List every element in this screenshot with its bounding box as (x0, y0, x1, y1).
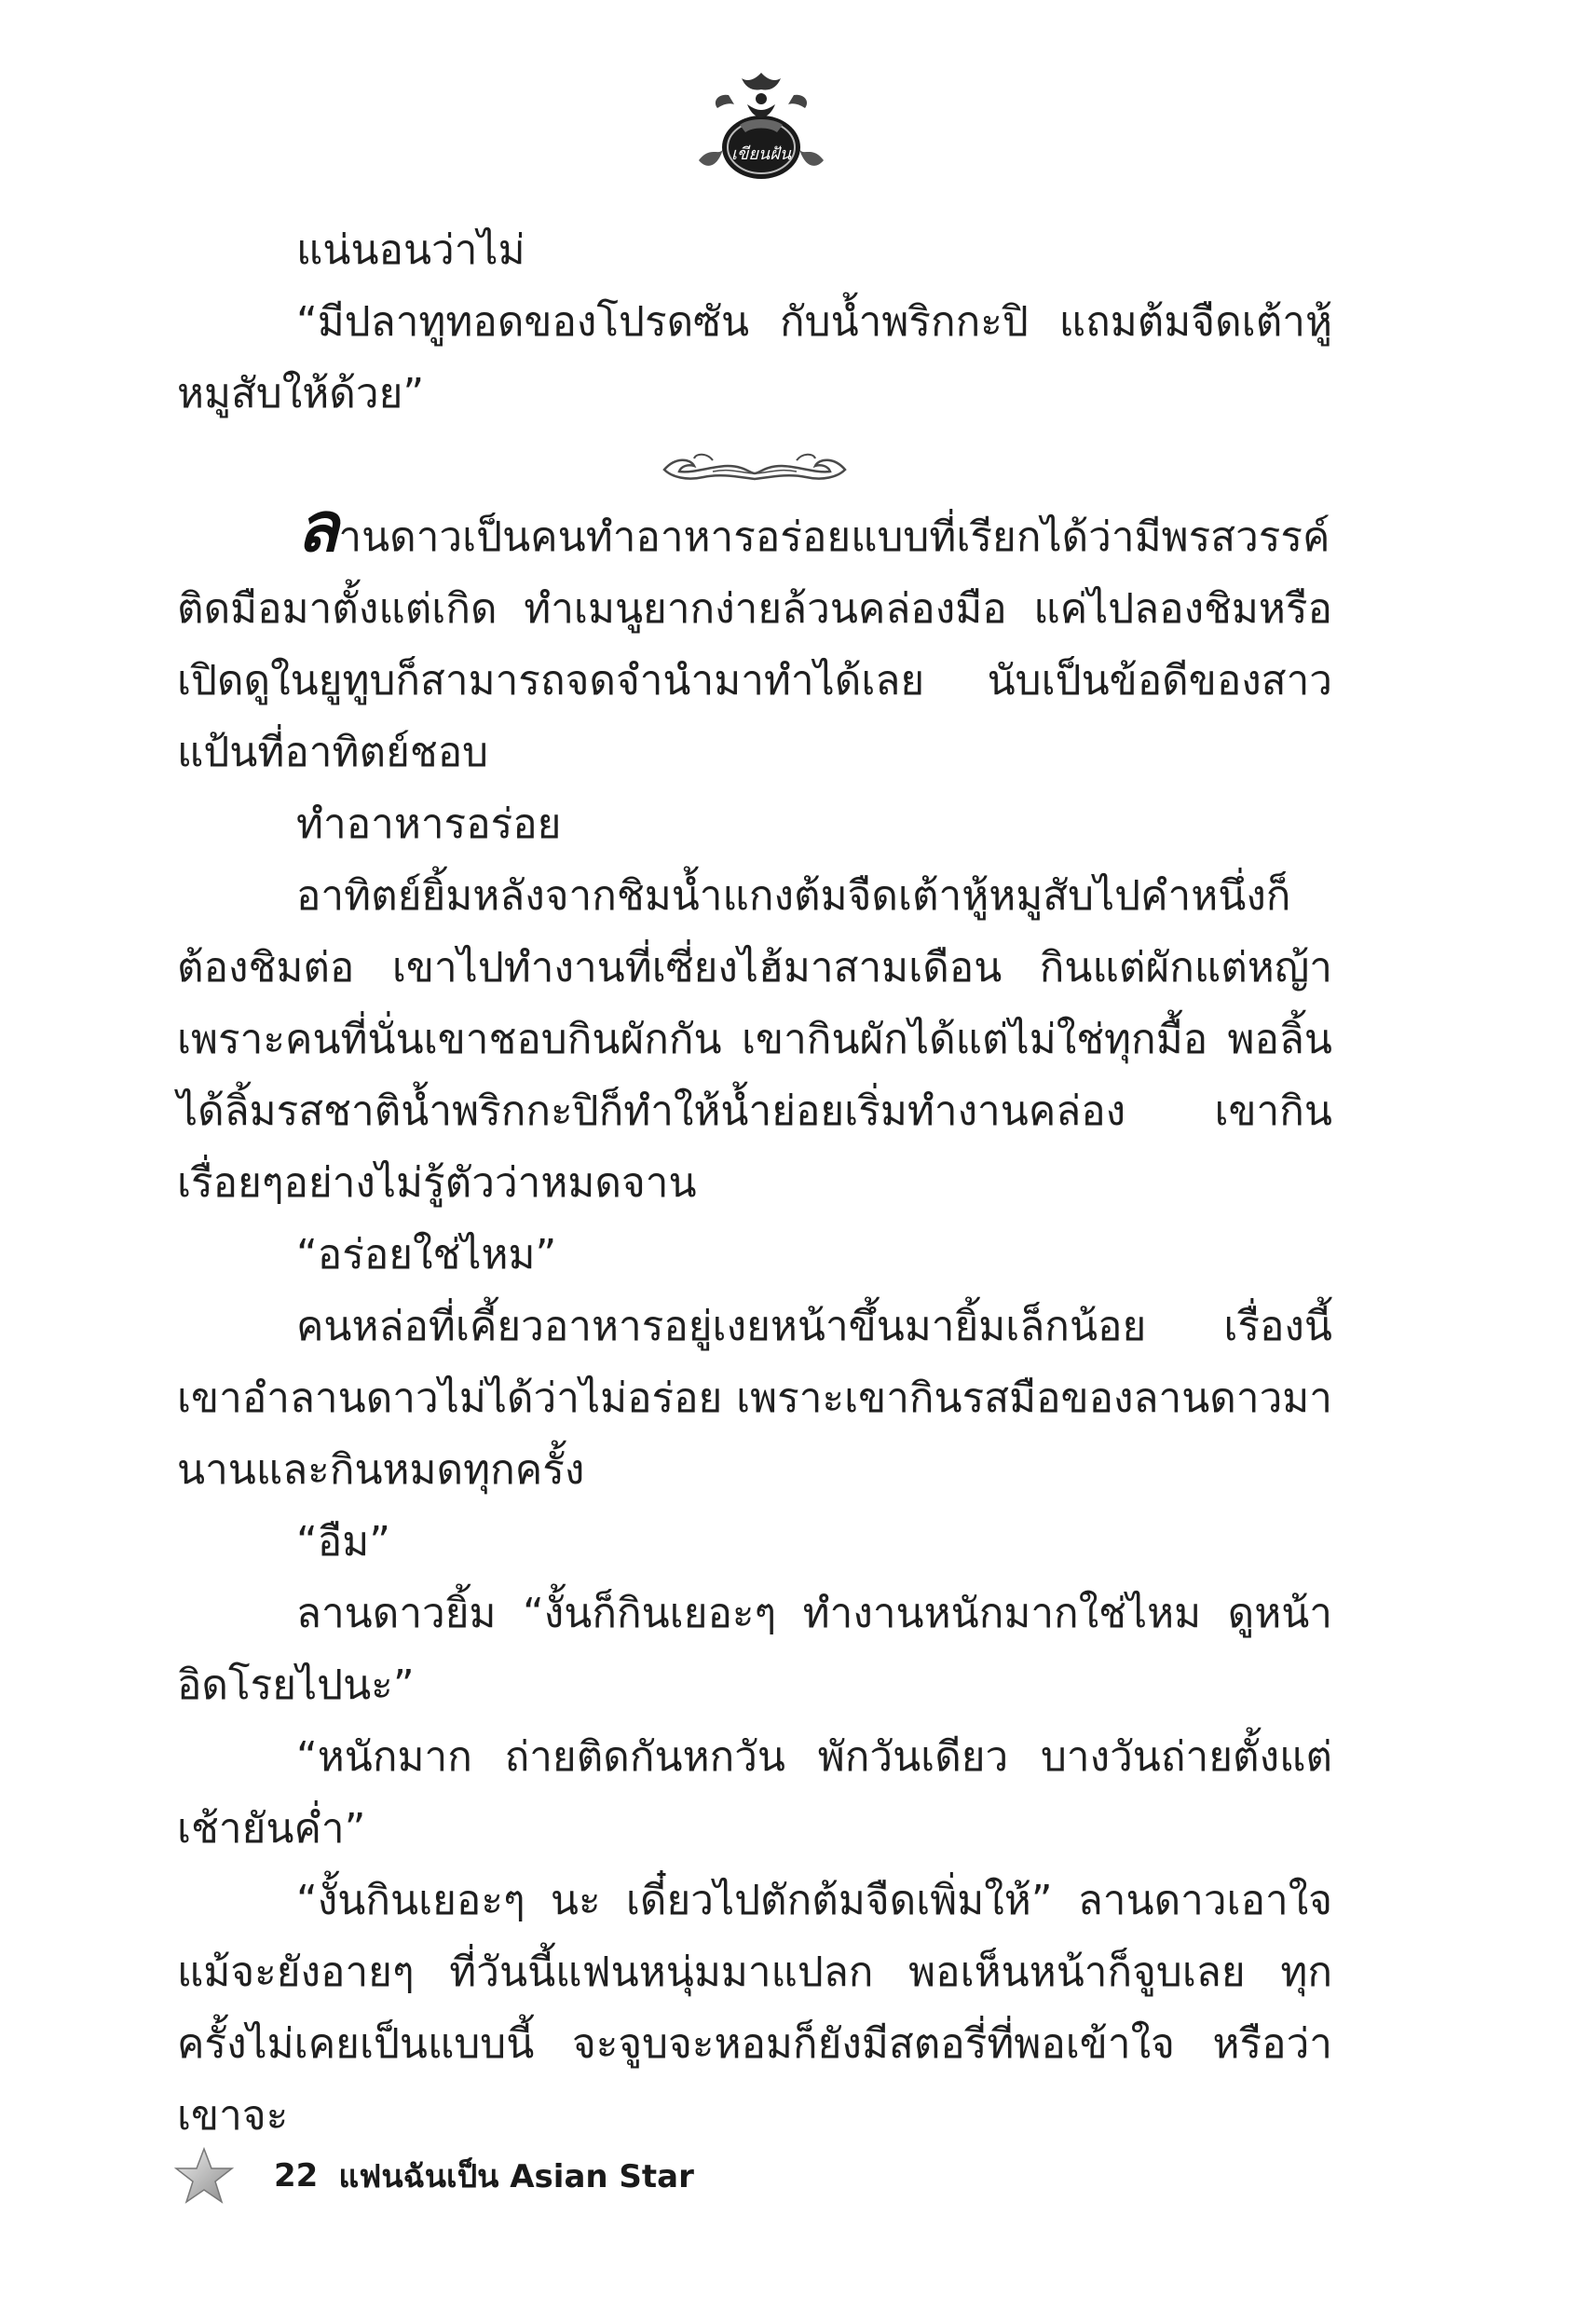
ornament-divider-icon (657, 445, 853, 486)
paragraph: “อร่อยใช่ไหม” (296, 1231, 557, 1279)
paragraph: แน่นอนว่าไม่ (296, 226, 525, 274)
logo-text: เขียนฝัน (730, 144, 792, 164)
star-icon (173, 2146, 235, 2206)
paragraph: ทำอาหารอร่อย (296, 800, 562, 848)
section-divider (177, 430, 1332, 501)
crest-icon (691, 67, 831, 188)
paragraph: “มีปลาทูทอดของโปรดซัน กับน้ำพริกกะปิ แถมต้มจืดเต้าหู้หมูสับให้ด้วย” (177, 298, 1332, 417)
paragraph (177, 487, 1332, 788)
publisher-logo (691, 67, 831, 188)
drop-cap: ล (296, 487, 339, 567)
chapter-body (177, 214, 1332, 2152)
book-title: แฟนฉันเป็น Asian Star (338, 2158, 694, 2195)
paragraph: “อืม” (296, 1518, 391, 1566)
paragraph: อาทิตย์ยิ้มหลังจากชิมน้ำแกงต้มจืดเต้าหู้หมูสับไปคำหนึ่งก็ต้องชิมต่อ เขาไปทำงานที่เซี่ยงไฮ้มาสามเดือน กินแต่ผักแต่หญ้า เพราะคนที่นั่นเขาชอบกินผักกัน เขากินผักได้แต่ไม่ใช่ทุกมื้อ พอลิ้นได้ลิ้มรสชาติน้ำพริกกะปิก็ทำให้น้ำย่อยเริ่มทำงานคล่อง เขากินเรื่อยๆอย่างไม่รู้ตัวว่าหมดจาน (177, 872, 1332, 1207)
page-number: 22 (274, 2157, 319, 2195)
paragraph: “งั้นกินเยอะๆ นะ เดี๋ยวไปตักต้มจืดเพิ่มให้” ลานดาวเอาใจแม้จะยังอายๆ ที่วันนี้แฟนหนุ่มมาแปลก พอเห็นหน้าก็จูบเลย ทุกครั้งไม่เคยเป็นแบบนี้ จะจูบจะหอมก็ยังมีสตอรี่ที่พอเข้าใจ หรือว่าเขาจะ (177, 1877, 1332, 2140)
paragraph: “หนักมาก ถ่ายติดกันหกวัน พักวันเดียว บางวันถ่ายตั้งแต่เช้ายันค่ำ” (177, 1733, 1332, 1853)
page-footer (173, 2143, 694, 2208)
paragraph: คนหล่อที่เคี้ยวอาหารอยู่เงยหน้าขึ้นมายิ้มเล็กน้อย เรื่องนี้เขาอำลานดาวไม่ได้ว่าไม่อร่อย เพราะเขากินรสมือของลานดาวมานานและกินหมดทุกครั้ง (177, 1303, 1332, 1494)
paragraph: ลานดาวยิ้ม “งั้นก็กินเยอะๆ ทำงานหนักมากใช่ไหม ดูหน้าอิดโรยไปนะ” (177, 1590, 1332, 1709)
paragraph-text: านดาวเป็นคนทำอาหารอร่อยแบบที่เรียกได้ว่ามีพรสวรรค์ติดมือมาตั้งแต่เกิด ทำเมนูยากง่ายล้วนคล่องมือ แค่ไปลองชิมหรือเปิดดูในยูทูบก็สามารถจดจำนำมาทำได้เลย นับเป็นข้อดีของสาวแป้นที่อาทิตย์ชอบ (177, 513, 1332, 776)
